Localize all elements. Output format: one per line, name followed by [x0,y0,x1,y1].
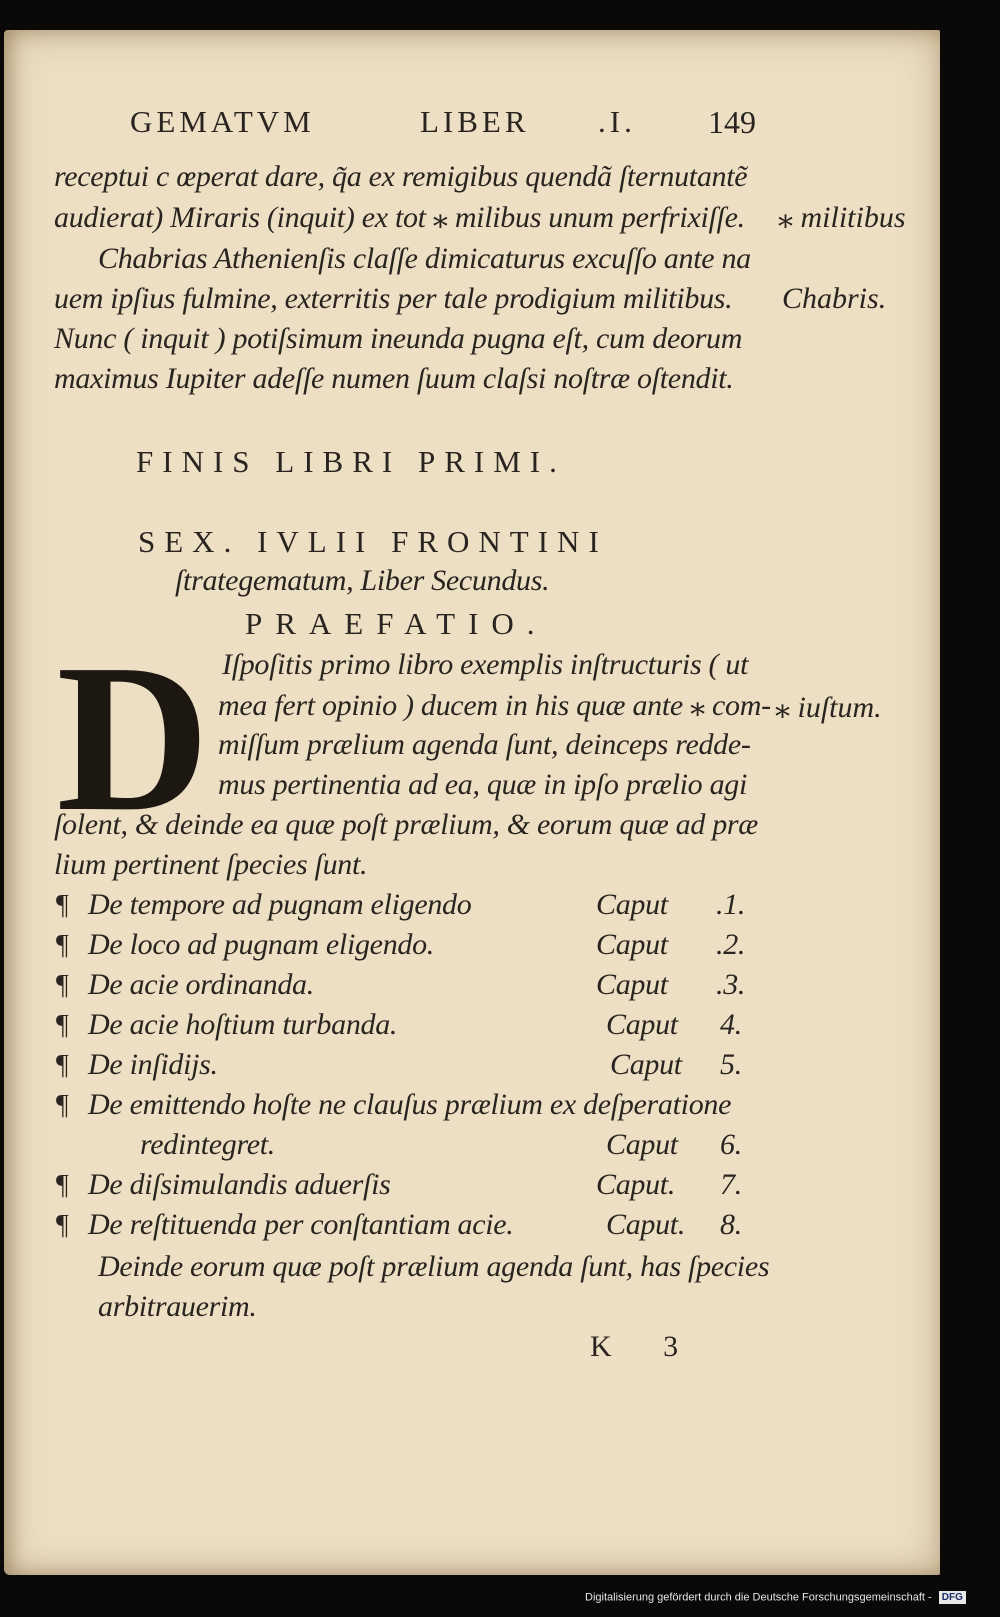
body-line: audierat) Miraris (inquit) ex tot ⁎ milibus unum perfrixiſſe. [54,201,745,234]
chapter-number: 7. [720,1168,742,1201]
body-line: Nunc ( inquit ) potiſsimum ineunda pugna eſt, cum deorum [54,322,743,355]
drop-cap-initial: D [56,620,210,855]
chapter-number: 4. [720,1008,742,1041]
body-line: maximus Iupiter adeſſe numen ſuum claſsi noſtræ oſtendit. [54,362,734,395]
chapter-number: 6. [720,1128,742,1161]
chapter-title: De acie hoſtium turbanda. [88,1008,398,1041]
chapter-title-continued: redintegret. [140,1128,275,1161]
chapter-title: De acie ordinanda. [88,968,314,1001]
pilcrow-icon: ¶ [56,1210,69,1241]
body-line: receptui c œperat dare, q̃a ex remigibus quendã ſternutantẽ [54,160,748,193]
pilcrow-icon: ¶ [56,890,69,921]
preface-line: ſolent, & deinde ea quæ poſt prælium, & eorum quæ ad præ [54,808,759,841]
chapter-caput: Caput [606,1128,678,1161]
book-subtitle: ſtrategematum, Liber Secundus. [175,564,550,597]
body-line: Chabrias Athenienſis claſſe dimicaturus excuſſo ante na [98,242,751,275]
book-title: SEX. IVLII FRONTINI [138,524,608,559]
closing-line: arbitrauerim. [98,1290,257,1323]
chapter-number: 8. [720,1208,742,1241]
preface-line: mus pertinentia ad ea, quæ in ipſo prælio agi [218,768,748,801]
chapter-caput: Caput [596,888,668,921]
closing-line: Deinde eorum quæ poſt prælium agenda ſunt, has ſpecies [98,1250,770,1283]
chapter-caput: Caput [606,1008,678,1041]
dfg-logo: DFG [939,1591,966,1604]
running-head-word: LIBER [420,104,530,139]
pilcrow-icon: ¶ [56,970,69,1001]
preface-line: mea fert opinio ) ducem in his quæ ante ⁎ com- [218,689,771,722]
margin-note: ⁎ iuſtum. [775,691,882,724]
signature-mark: K 3 [590,1330,701,1363]
chapter-title: De loco ad pugnam eligendo. [88,928,434,961]
finis-line: FINIS LIBRI PRIMI. [136,444,566,479]
chapter-caput: Caput [596,928,668,961]
margin-note: Chabris. [782,282,887,315]
pilcrow-icon: ¶ [56,1010,69,1041]
chapter-number: 5. [720,1048,742,1081]
preface-line: lium pertinent ſpecies ſunt. [54,848,368,881]
pilcrow-icon: ¶ [56,1050,69,1081]
chapter-title: De reſtituenda per conſtantiam acie. [88,1208,514,1241]
chapter-caput: Caput [610,1048,682,1081]
chapter-number: .1. [716,888,746,921]
pilcrow-icon: ¶ [56,1090,69,1121]
body-line: uem ipſius fulmine, exterritis per tale prodigium militibus. [54,282,733,315]
preface-line: Iſpoſitis primo libro exemplis inſtructuris ( ut [222,648,749,681]
preface-heading: PRAEFATIO. [245,606,548,641]
pilcrow-icon: ¶ [56,1170,69,1201]
chapter-caput: Caput [596,968,668,1001]
chapter-title: De diſsimulandis aduerſis [88,1168,391,1201]
pilcrow-icon: ¶ [56,930,69,961]
chapter-caput: Caput. [606,1208,686,1241]
digitization-credit [585,1591,966,1604]
chapter-number: .3. [716,968,746,1001]
chapter-title: De inſidijs. [88,1048,218,1081]
margin-note: ⁎ militibus [778,201,906,234]
running-head-word: GEMATVM [130,104,315,139]
running-head-word: .I. [598,104,636,139]
chapter-number: .2. [716,928,746,961]
chapter-title: De tempore ad pugnam eligendo [88,888,472,921]
credit-text: Digitalisierung gefördert durch die Deutsche Forschungsgemeinschaft - [585,1591,932,1604]
page-number: 149 [708,104,756,140]
chapter-caput: Caput. [596,1168,676,1201]
chapter-title: De emittendo hoſte ne clauſus prælium ex deſperatione [88,1088,732,1121]
preface-line: miſſum prælium agenda ſunt, deinceps redde- [218,728,751,761]
